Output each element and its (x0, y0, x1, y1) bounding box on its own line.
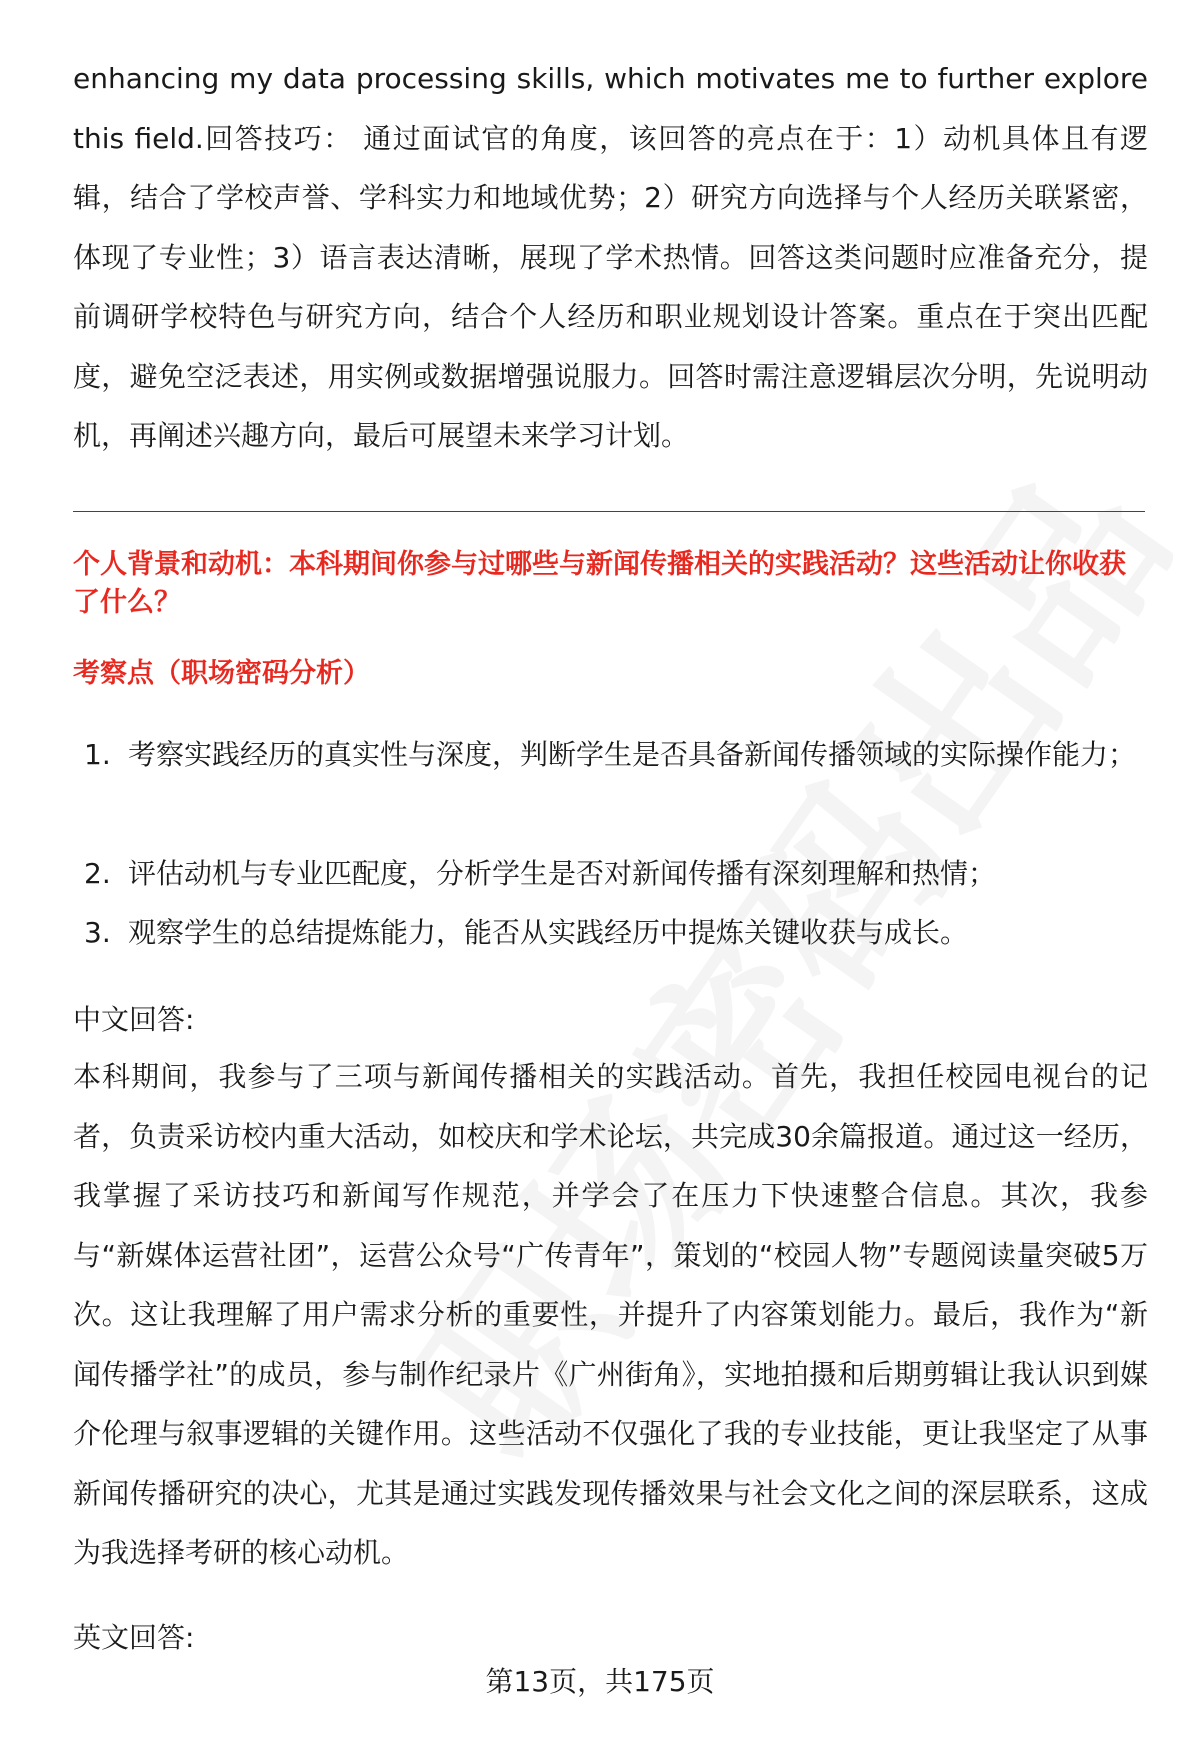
list-text: 观察学生的总结提炼能力，能否从实践经历中提炼关键收获与成长。 (128, 916, 969, 949)
list-number: 1. (84, 738, 111, 771)
chinese-answer: 本科期间，我参与了三项与新闻传播相关的实践活动。首先，我担任校园电视台的记者，负责采访校内重大活动，如校庆和学术论坛，共完成30余篇报道。通过这一经历，我掌握了采访技巧和新闻写作规范，并学会了在压力下快速整合信息。其次，我参与“新媒体运营社团”，运营公众号“广传青年”，策划的“校园人物”专题阅读量突破5万次。这让我理解了用户需求分析的重要性，并提升了内容策划能力。最后，我作为“新闻传播学社”的成员，参与制作纪录片《广州街角》，实地拍摄和后期剪辑让我认识到媒介伦理与叙事逻辑的关键作用。这些活动不仅强化了我的专业技能，更让我坚定了从事新闻传播研究的决心，尤其是通过实践发现传播效果与社会文化之间的深层联系，这成为我选择考研的核心动机。 (73, 1060, 1148, 1569)
list-text: 评估动机与专业匹配度，分析学生是否对新闻传播有深刻理解和热情； (128, 857, 997, 890)
list-text: 考察实践经历的真实性与深度，判断学生是否具备新闻传播领域的实际操作能力； (128, 738, 1137, 771)
focus-list-item (84, 844, 1148, 904)
english-answer-label: 英文回答: (73, 1621, 195, 1654)
list-number: 3. (84, 916, 111, 949)
list-number: 2. (84, 857, 111, 890)
focus-heading: 考察点（职场密码分析） (73, 658, 370, 689)
focus-list-item (84, 725, 1148, 785)
chinese-answer-label: 中文回答: (73, 1003, 195, 1036)
section-divider (73, 511, 1145, 512)
intro-paragraph: enhancing my data processing skills, which motivates me to further explore this field.回答技巧： 通过面试官的角度，该回答的亮点在于：1）动机具体且有逻辑，结合了学校声誉、学科实力和地域优势；2）研究方向选择与个人经历关联紧密，体现了专业性；3）语言表达清晰，展现了学术热情。回答这类问题时应准备充分，提前调研学校特色与研究方向，结合个人经历和职业规划设计答案。重点在于突出匹配度，避免空泛表述，用实例或数据增强说服力。回答时需注意逻辑层次分明，先说明动机，再阐述兴趣方向，最后可展望未来学习计划。 (73, 62, 1148, 452)
focus-list-item (84, 903, 1148, 963)
question-heading: 个人背景和动机：本科期间你参与过哪些与新闻传播相关的实践活动？这些活动让你收获了什么？ (73, 549, 1126, 618)
page-footer: 第13页，共175页 (485, 1665, 715, 1698)
